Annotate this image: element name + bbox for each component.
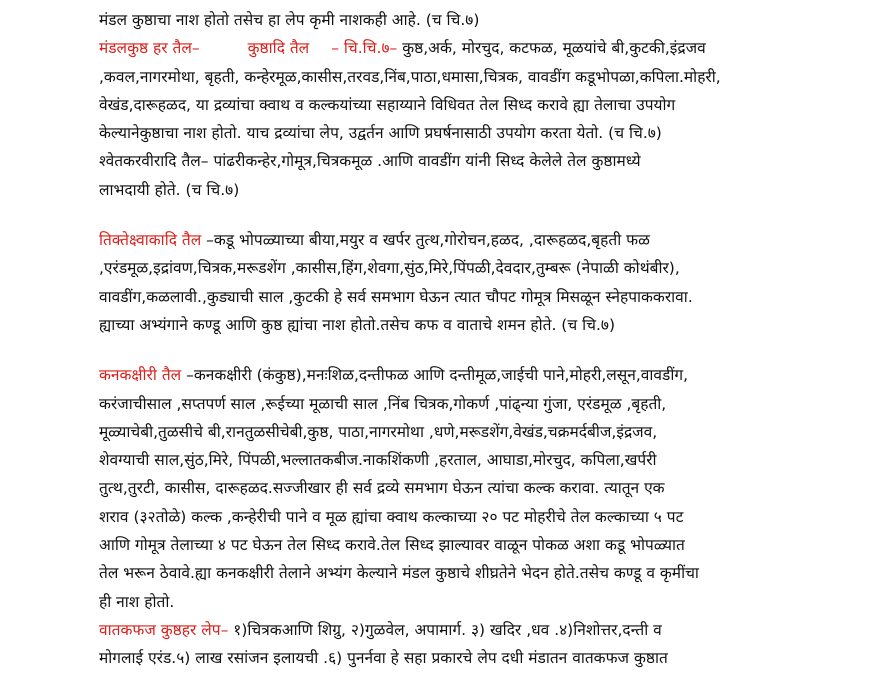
tiktek-line-1 [99, 226, 881, 254]
mandal-line-4 [99, 119, 881, 147]
vaat-heading: वातकफज कुष्ठहर लेप– [99, 620, 229, 639]
mandal-text: ,कवल,नागरमोथा, बृहती, कन्हेरमूळ,कासीस,तरवड,निंब,पाठा,धमासा,चित्रक, वावडींग कडूभोपळा,कपिला.मोहरी, [99, 67, 721, 86]
kushthadi-heading: कुष्ठादि तैल [247, 39, 310, 58]
tiktek-text: ह्याच्या अभ्यंगाने कण्डू आणि कुष्ठ ह्यांचा नाश होतो.तसेच कफ व वाताचे शमन होते. (च चि.७) [99, 315, 616, 334]
kanak-text: शेवग्याची साल,सुंठ,मिरे, पिंपळी,भल्लातकबीज.नाकशिंकणी ,हरताल, आघाडा,मोरचुद, कपिला,खर्परी [99, 451, 657, 470]
section-gap [99, 204, 881, 226]
kanak-line-2 [99, 390, 881, 418]
vaat-text: १)चित्रकआणि शिग्रु, २)गुळवेल, अपामार्ग. ३) खदिर ,धव .४)निशोत्तर,दन्ती व [228, 620, 662, 639]
mandal-heading: मंडलकुष्ठ हर तैल– [99, 39, 200, 58]
shvetkarviradi-text: श्वेतकरवीरादि तैल– पांढरीकन्हेर,गोमूत्र,चित्रकमूळ .आणि वावडींग यांनी सिध्द केलेले तेल कुष्ठामध्ये [99, 152, 641, 171]
kanak-text: ही नाश होतो. [99, 592, 175, 611]
mandal-line-1 [99, 34, 881, 62]
mandal-line-5 [99, 147, 881, 175]
kanak-text: तुत्थ,तुरटी, कासीस, दारूहळद.सज्जीखार ही सर्व द्रव्ये समभाग घेऊन त्यांचा कल्क करावा. त्यातून एक [99, 479, 665, 498]
vaat-line-2 [99, 644, 881, 672]
document-page [99, 6, 881, 673]
mandal-text: लाभदायी होते. (च चि.७) [99, 180, 240, 199]
kanak-text: –कनकक्षीरी (कंकुष्ठ),मनःशिळ,दन्तीफळ आणि दन्तीमूळ,जाईची पाने,मोहरी,लसून,वावडींग, [181, 366, 689, 385]
kanak-line-7 [99, 531, 881, 559]
kanak-heading: कनकक्षीरी तैल [99, 366, 182, 385]
kanak-text: आणि गोमूत्र तेलाच्या ४ पट घेऊन तेल सिध्द करावे.तेल सिध्द झाल्यावर वाळून पोकळ अशा कडू भोपळ्यात [99, 536, 685, 555]
kanak-line-4 [99, 446, 881, 474]
kanak-line-5 [99, 474, 881, 502]
tiktek-text: –कडू भोपळ्याच्या बीया,मयुर व खर्पर तुत्थ,गोरोचन,हळद, ,दारूहळद,बृहती फळ [201, 231, 650, 250]
mandal-text: कुष्ठ,अर्क, मोरचुद, कटफळ, मूळयांचे बी,कुटकी,इंद्रजव [397, 39, 706, 58]
mandal-line-3 [99, 91, 881, 119]
kanak-text: शराव (३२तोळे) कल्क ,कन्हेरीची पाने व मूळ ह्यांचा क्वाथ कल्काच्या २० पट मोहरीचे तेल कल्काच्या ५ पट [99, 507, 684, 526]
mandal-line-2 [99, 63, 881, 91]
mandal-text: वेखंड,दारूहळद, या द्रव्यांचा क्वाथ व कल्कयांच्या सहाय्याने विधिवत तेल सिध्द करावे ह्या तेलाचा उपयोग [99, 95, 676, 114]
kanak-line-9 [99, 588, 881, 616]
section-gap [99, 339, 881, 361]
intro-line [99, 6, 881, 34]
chi-reference: – चि.चि.७– [331, 39, 398, 58]
kanak-text: मूळ्याचेबी,तुळसीचे बी,रानतुळसीचेबी,कुष्ठ, पाठा,नागरमोथा ,धणे,मरूडशेंग,वेखंड,चक्रमर्दबीज,इंद्रजव, [99, 422, 658, 441]
kanak-line-8 [99, 559, 881, 587]
vaat-line-1 [99, 616, 881, 644]
tiktek-line-2 [99, 254, 881, 282]
tiktek-text: ,एरंडमूळ,इद्रांवण,चित्रक,मरूडशेंग ,कासीस,हिंग,शेवगा,सुंठ,मिरे,पिंपळी,देवदार,तुम्बरू (नेपाळी कोथंबीर), [99, 259, 680, 278]
tiktek-heading: तिक्तेक्ष्वाकादि तैल [99, 231, 202, 250]
kanak-text: करंजाचीसाल ,सप्तपर्ण साल ,रूईच्या मूळाची साल ,निंब चित्रक,गोकर्ण ,पांढ्न्या गुंजा, एरंडमूळ ,बृहती, [99, 394, 667, 413]
kanak-line-1 [99, 361, 881, 389]
tiktek-text: वावडींग,कळलावी.,कुड्याची साल ,कुटकी हे सर्व समभाग घेऊन त्यात चौपट गोमूत्र मिसळून स्नेहपाककरावा. [99, 287, 693, 306]
tiktek-line-3 [99, 283, 881, 311]
mandal-text: केल्यानेकुष्ठाचा नाश होतो. याच द्रव्यांचा लेप, उद्वर्तन आणि प्रघर्षनासाठी उपयोग करता येतो. (च चि.७) [99, 124, 662, 143]
intro-text: मंडल कुष्ठाचा नाश होतो तसेच हा लेप कृमी नाशकही आहे. (च चि.७) [99, 11, 480, 29]
kanak-line-6 [99, 503, 881, 531]
kanak-text: तेल भरून ठेवावे.ह्या कनकक्षीरी तेलाने अभ्यंग केल्याने मंडल कुष्ठाचे शीघ्रतेने भेदन होते.तसेच कण्डू व कृमींचा [99, 564, 699, 583]
kanak-line-3 [99, 418, 881, 446]
tiktek-line-4 [99, 311, 881, 339]
mandal-line-6 [99, 176, 881, 204]
vaat-text: मोगलाई एरंड.५) लाख रसांजन इलायची .६) पुनर्नवा हे सहा प्रकारचे लेप दधी मंडातन वातकफज कुष्ठात [99, 649, 668, 668]
